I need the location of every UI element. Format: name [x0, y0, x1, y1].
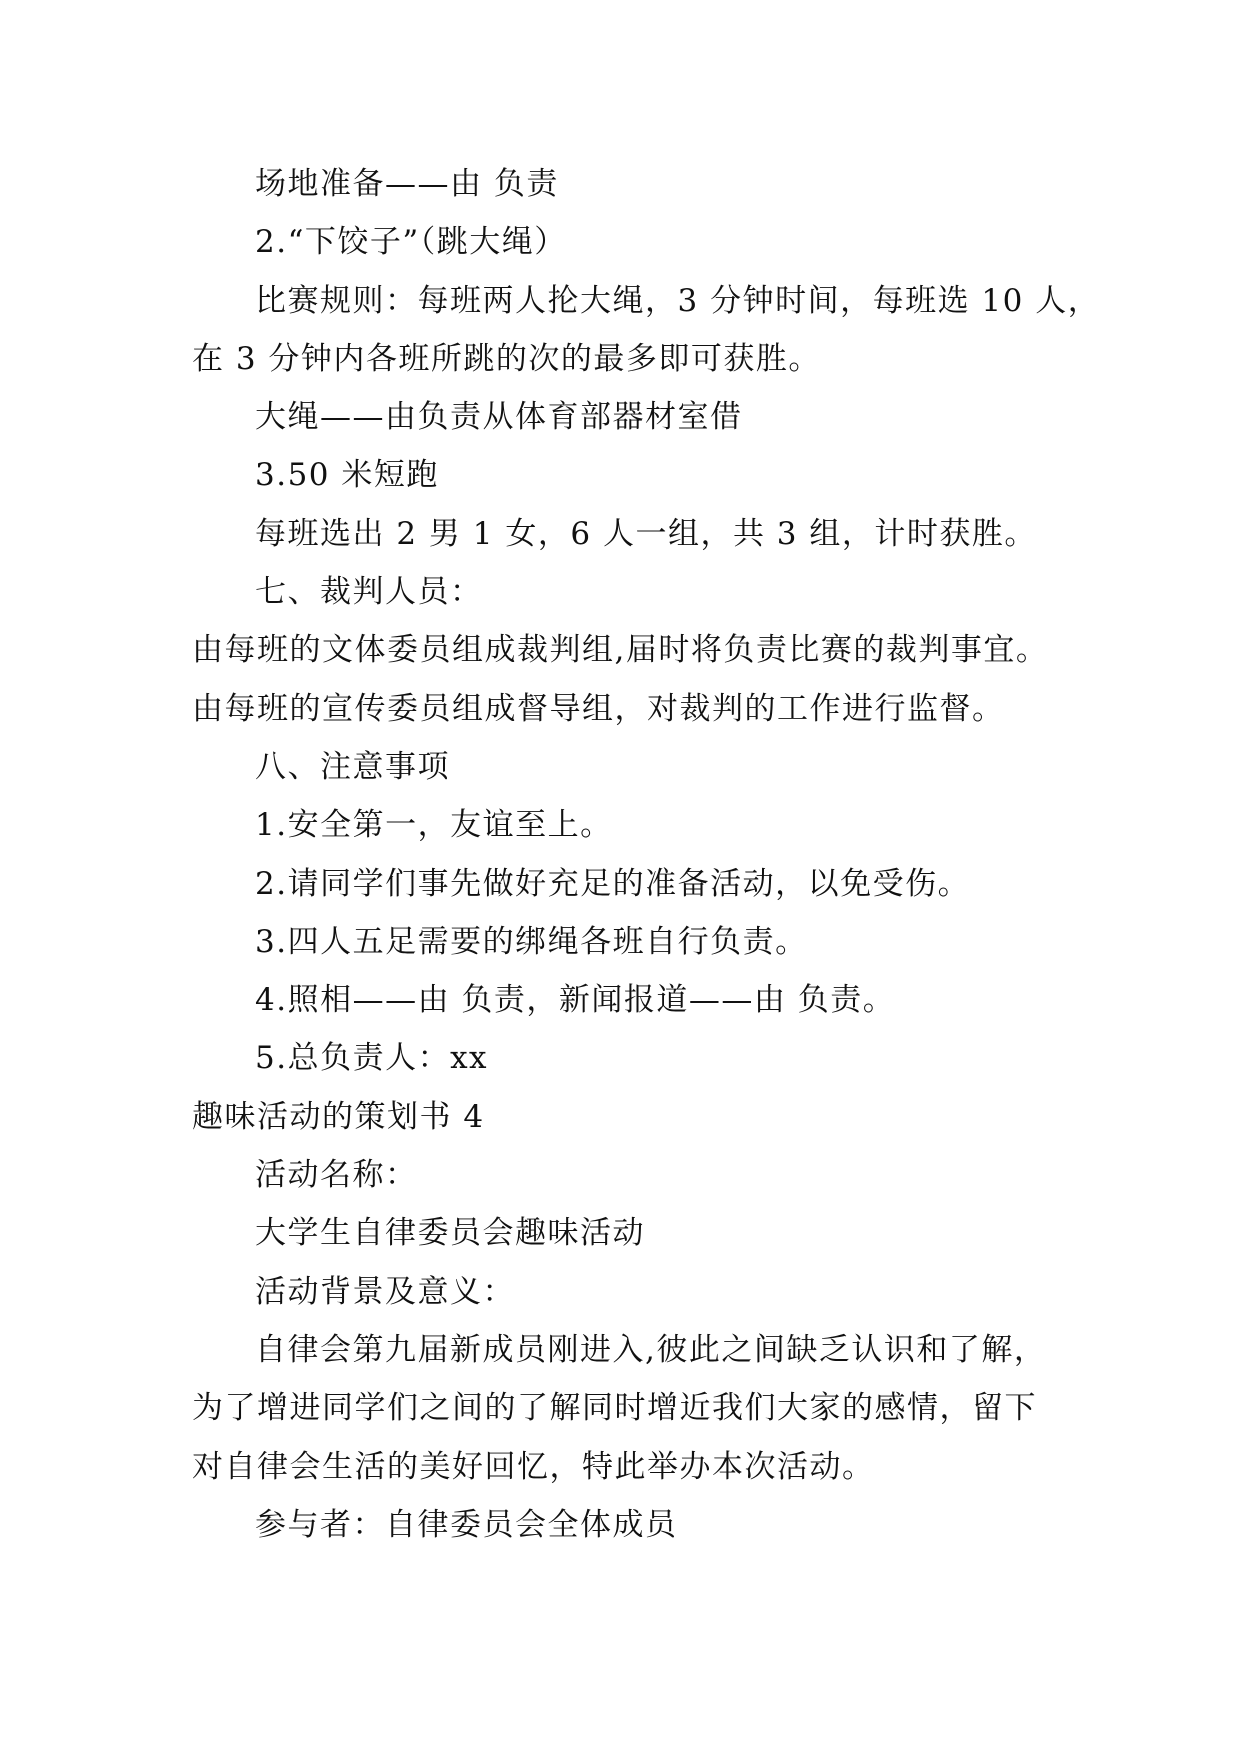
text-line: 场地准备——由 负责 — [255, 166, 559, 202]
text-line: 为了增进同学们之间的了解同时增近我们大家的感情，留下 — [192, 1390, 1037, 1427]
text-line: 活动背景及意义： — [255, 1273, 515, 1310]
section-heading: 八、注意事项 — [255, 748, 450, 785]
text-line: 活动名称： — [255, 1157, 418, 1194]
list-item: 2.请同学们事先做好充足的准备活动，以免受伤。 — [255, 865, 971, 902]
list-item: 3.四人五足需要的绑绳各班自行负责。 — [255, 923, 808, 960]
document-body — [192, 155, 1101, 1554]
text-line: 由每班的文体委员组成裁判组,届时将负责比赛的裁判事宜。 — [192, 632, 1049, 669]
text-line: 对自律会生活的美好回忆，特此举办本次活动。 — [192, 1448, 875, 1485]
text-line: 比赛规则：每班两人抡大绳，3 分钟时间，每班选 10 人， — [255, 282, 1101, 319]
list-item: 5.总负责人：xx — [255, 1040, 489, 1077]
list-item: 1.安全第一，友谊至上。 — [255, 807, 613, 844]
text-line: 大绳——由负责从体育部器材室借 — [255, 399, 743, 436]
text-line: 每班选出 2 男 1 女，6 人一组，共 3 组，计时获胜。 — [255, 515, 1037, 552]
text-line: 2.“下饺子”（跳大绳） — [255, 224, 567, 261]
text-line: 在 3 分钟内各班所跳的次的最多即可获胜。 — [192, 340, 821, 377]
text-line: 由每班的宣传委员组成督导组，对裁判的工作进行监督。 — [192, 690, 1005, 727]
text-line: 自律会第九届新成员刚进入,彼此之间缺乏认识和了解， — [255, 1331, 1047, 1368]
text-line: 参与者：自律委员会全体成员 — [255, 1506, 678, 1543]
text-line: 大学生自律委员会趣味活动 — [255, 1215, 645, 1252]
list-item: 4.照相——由 负责，新闻报道——由 负责。 — [255, 982, 896, 1019]
section-heading: 七、裁判人员： — [255, 574, 483, 611]
text-line: 3.50 米短跑 — [255, 457, 439, 494]
document-title: 趣味活动的策划书 4 — [192, 1098, 485, 1135]
